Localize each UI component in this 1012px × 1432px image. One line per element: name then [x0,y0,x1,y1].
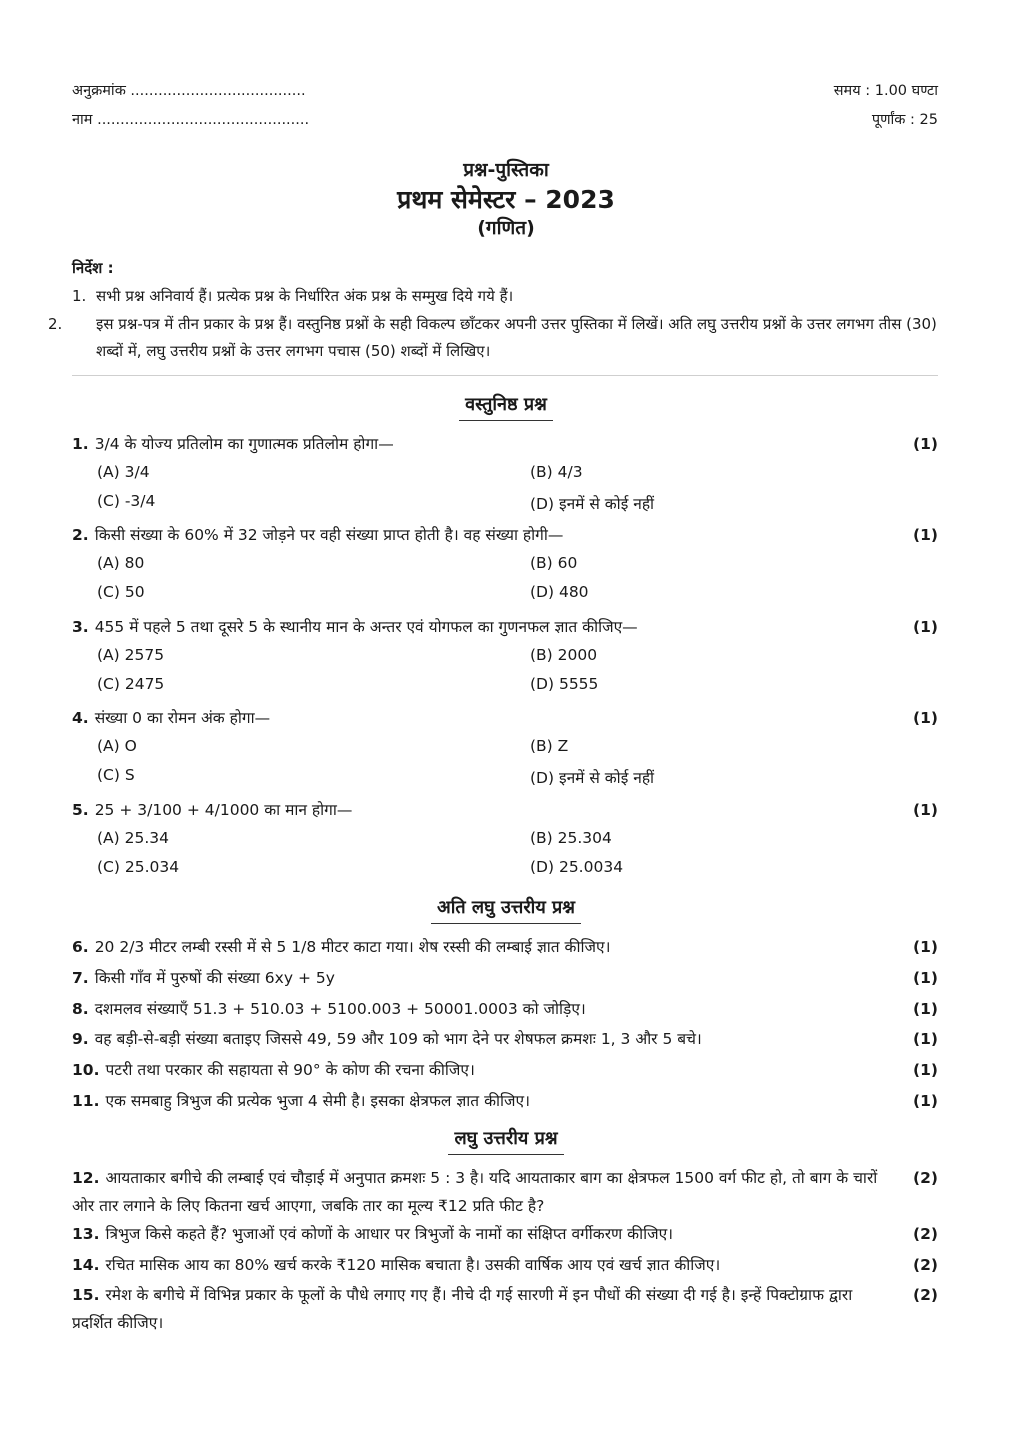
question-number: 9. [72,1030,89,1048]
question-number: 2. [72,526,89,544]
section-heading-short: लघु उत्तरीय प्रश्न [0,1126,1012,1155]
time-label: समय : 1.00 घण्टा [833,83,938,99]
header-row-2 [72,109,938,129]
max-marks-label: पूर्णांक : 25 [871,112,938,128]
option: (B) Z [530,737,569,755]
question-number: 13. [72,1225,100,1243]
question-row [72,1025,938,1053]
question-row [72,1251,938,1279]
question-text: एक समबाहु त्रिभुज की प्रत्येक भुजा 4 सेमी है। इसका क्षेत्रफल ज्ञात कीजिए। [105,1092,530,1110]
question-number: 4. [72,709,89,727]
question-text: दशमलव संख्याएँ 51.3 + 510.03 + 5100.003 + 50001.0003 को जोड़िए। [94,1000,586,1018]
option: (D) 480 [530,583,589,601]
section-heading-objective: वस्तुनिष्ठ प्रश्न [0,392,1012,421]
question-row [72,521,938,549]
instruction-text: इस प्रश्न-पत्र में तीन प्रकार के प्रश्न हैं। वस्तुनिष्ठ प्रश्नों के सही विकल्प छाँटकर अपनी उत्तर पुस्तिका में लिखें। अति लघु उत्तरीय प्रश्नों के उत्तर लगभग तीस (30) शब्दों में, लघु उत्तरीय प्रश्नों के उत्तर लगभग पचास (50) शब्दों में लिखिए। [96,315,937,360]
instruction-item [72,283,938,310]
question-marks: (1) [913,526,938,544]
header-row-1 [72,80,938,100]
section-heading-very-short: अति लघु उत्तरीय प्रश्न [0,895,1012,924]
question-row [72,1087,938,1115]
question-number: 12. [72,1169,100,1187]
question-text: 20 2/3 मीटर लम्बी रस्सी में से 5 1/8 मीटर काटा गया। शेष रस्सी की लम्बाई ज्ञात कीजिए। [94,938,611,956]
option: (A) 80 [97,554,145,572]
question-number: 14. [72,1256,100,1274]
question-text: किसी संख्या के 60% में 32 जोड़ने पर वही संख्या प्राप्त होती है। वह संख्या होगी— [94,526,564,544]
question-row [72,1281,938,1337]
option: (C) S [97,766,135,784]
question-number: 15. [72,1286,100,1304]
instruction-text: सभी प्रश्न अनिवार्य हैं। प्रत्येक प्रश्न के निर्धारित अंक प्रश्न के सम्मुख दिये गये हैं। [96,287,514,305]
question-number: 7. [72,969,89,987]
question-row [72,430,938,458]
option: (C) -3/4 [97,492,156,510]
option: (D) इनमें से कोई नहीं [530,769,655,787]
question-number: 8. [72,1000,89,1018]
question-marks: (1) [913,618,938,636]
option: (A) 2575 [97,646,165,664]
option: (C) 50 [97,583,145,601]
option: (C) 2475 [97,675,165,693]
question-row [72,964,938,992]
instruction-number: 2. [48,315,63,333]
question-row [72,796,938,824]
option: (C) 25.034 [97,858,180,876]
question-number: 11. [72,1092,100,1110]
question-marks: (1) [913,938,938,956]
option: (B) 2000 [530,646,598,664]
question-row [72,1220,938,1248]
divider [72,375,938,376]
question-number: 5. [72,801,89,819]
question-row [72,933,938,961]
subject-title: (गणित) [477,217,535,239]
option: (D) 25.0034 [530,858,624,876]
name-label: नाम .............................................. [72,112,310,128]
question-marks: (1) [913,1000,938,1018]
question-text: संख्या 0 का रोमन अंक होगा— [94,709,271,727]
question-marks: (2) [913,1256,938,1274]
question-text: 25 + 3/100 + 4/1000 का मान होगा— [94,801,353,819]
booklet-title: प्रश्न-पुस्तिका [463,159,549,181]
instruction-number: 1. [72,287,87,305]
option: (A) 25.34 [97,829,169,847]
question-marks: (1) [913,709,938,727]
question-marks: (2) [913,1169,938,1187]
question-text: 3/4 के योज्य प्रतिलोम का गुणात्मक प्रतिलोम होगा— [94,435,394,453]
option: (A) O [97,737,137,755]
question-number: 6. [72,938,89,956]
question-row [72,613,938,641]
option: (A) 3/4 [97,463,150,481]
question-text: रचित मासिक आय का 80% खर्च करके ₹120 मासिक बचाता है। उसकी वार्षिक आय एवं खर्च ज्ञात कीजिए। [105,1256,721,1274]
question-row [72,1056,938,1084]
question-marks: (1) [913,801,938,819]
question-marks: (2) [913,1225,938,1243]
question-marks: (1) [913,1030,938,1048]
question-row [72,1164,938,1220]
question-row [72,704,938,732]
instruction-item [48,311,938,365]
question-number: 10. [72,1061,100,1079]
option: (D) 5555 [530,675,599,693]
question-marks: (1) [913,1061,938,1079]
question-text: त्रिभुज किसे कहते हैं? भुजाओं एवं कोणों के आधार पर त्रिभुजों के नामों का संक्षिप्त वर्गीकरण कीजिए। [105,1225,674,1243]
question-marks: (1) [913,435,938,453]
option: (B) 60 [530,554,578,572]
question-marks: (1) [913,969,938,987]
question-marks: (1) [913,1092,938,1110]
instructions-heading: निर्देश : [72,259,114,277]
question-text: वह बड़ी-से-बड़ी संख्या बताइए जिससे 49, 59 और 109 को भाग देने पर शेषफल क्रमशः 1, 3 और 5 बचे। [94,1030,702,1048]
question-text: आयताकार बगीचे की लम्बाई एवं चौड़ाई में अनुपात क्रमशः 5 : 3 है। यदि आयताकार बाग का क्षेत्रफल 1500 वर्ग फीट हो, तो बाग के चारों ओर तार लगाने के लिए कितना खर्च आएगा, जबकि तार का मूल्य ₹12 प्रति फीट है? [72,1169,878,1215]
roll-number-label: अनुक्रमांक ...................................... [72,83,306,99]
question-text: रमेश के बगीचे में विभिन्न प्रकार के फूलों के पौधे लगाए गए हैं। नीचे दी गई सारणी में इन पौधों की संख्या दी गई है। इन्हें पिक्टोग्राफ द्वारा प्रदर्शित कीजिए। [72,1286,853,1332]
question-text: 455 में पहले 5 तथा दूसरे 5 के स्थानीय मान के अन्तर एवं योगफल का गुणनफल ज्ञात कीजिए— [94,618,638,636]
question-text: किसी गाँव में पुरुषों की संख्या 6xy + 5y [94,969,335,987]
question-text: पटरी तथा परकार की सहायता से 90° के कोण की रचना कीजिए। [105,1061,475,1079]
option: (B) 25.304 [530,829,612,847]
question-number: 1. [72,435,89,453]
semester-title: प्रथम सेमेस्टर – 2023 [397,185,615,214]
option: (B) 4/3 [530,463,583,481]
option: (D) इनमें से कोई नहीं [530,495,655,513]
question-number: 3. [72,618,89,636]
question-marks: (2) [913,1286,938,1304]
question-row [72,995,938,1023]
